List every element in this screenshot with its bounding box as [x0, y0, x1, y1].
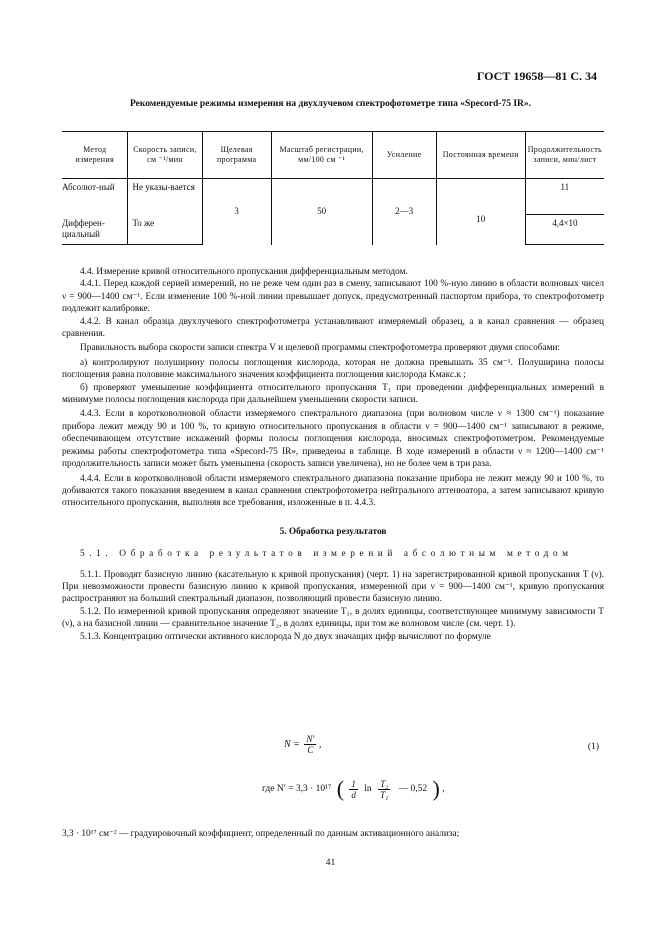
- cell-duration: 4,4×10: [525, 215, 604, 245]
- formula2-prefix: где N′ = 3,3 · 10¹⁷: [262, 784, 332, 795]
- body-text: [62, 266, 604, 643]
- section-title: 5. Обработка результатов: [279, 526, 387, 537]
- paragraph: 4.4.2. В канал образца двухлучевого спектрофотометра устанавливают измеряемый образец, а в канал сравнения — образец сравнения.: [62, 316, 604, 340]
- col-method: Метод измерения: [62, 132, 128, 179]
- ln: ln: [364, 784, 372, 795]
- formula-number: (1): [587, 742, 599, 752]
- modes-table: [62, 131, 604, 245]
- paragraph: б) проверяют уменьшение коэффициента относительного пропускания T₁ при проведении дифференциальных измерений в минимуме полосы поглощения кислорода при дальнейшем уменьшении скорости записи.: [62, 382, 604, 406]
- col-scale: Масштаб регистрации, мм/100 см ⁻¹: [271, 132, 372, 179]
- col-gain: Усиление: [372, 132, 436, 179]
- cell-gain: 2—3: [372, 179, 436, 245]
- formula-numerator: N′: [306, 734, 315, 744]
- paragraph: 4.4.4. Если в коротковолновой области измеряемого спектрального диапазона показание прибора не лежит между 90 и 100 %, то добиваются такого показания введением в канал сравнения спектрофотометра нейтрального аттенюатора, а затем записывают кривую относительного пропускания, выполняя все требования, изложенные в п. 4.4.3.: [62, 473, 604, 509]
- col-duration: Продолжительность записи, мин/лист: [525, 132, 604, 179]
- cell-method: Дифферен-циальный: [62, 215, 128, 245]
- col-time-const: Постоянная времени: [436, 132, 525, 179]
- frac-den: d: [351, 789, 356, 800]
- formula2-minus: — 0,52: [398, 784, 428, 795]
- formula-denominator: C: [307, 745, 314, 755]
- document-header: ГОСТ 19658—81 С. 34: [476, 69, 597, 83]
- tail-line: 3,3 · 10¹⁷ см⁻² — градуировочный коэффициент, определенный по данным активационного анализа;: [62, 829, 460, 839]
- paragraph: 5.1.1. Проводят базисную линию (касательную к кривой пропускания) (черт. 1) на зарегистрированной кривой пропускания T (ν). При невозможности провести базисную линию к кривой пропускания, измеренной при ν = 900—1400 см⁻¹, кривую пропускания распространяют на больший спектральный диапазон, позволяющий провести базисную линию.: [62, 569, 604, 605]
- paragraph: 4.4.3. Если в коротковолновой области измеряемого спектрального диапазона (при волновом числе ν ≈ 1300 см⁻¹) показание прибора лежит между 90 и 100 %, то кривую относительного пропускания в области ν = 900—1400 см⁻¹ записывают в режиме, обеспечивающем отсутствие искажений формы полосы поглощения кислорода, вносимых спектрофотометром. Рекомендуемые режимы работы спектрофотометра типа «Specord-75 IR», приведены в таблице. В ходе измерений в области ν ≈ 1200—1400 см⁻¹ продолжительность записи может быть уменьшена (скорость записи увеличена), но не более чем в три раза.: [62, 409, 604, 470]
- table-title: Рекомендуемые режимы измерения на двухлучевом спектрофотометре типа «Specord-75 IR».: [129, 99, 532, 109]
- col-speed: Скорость записи, см ⁻¹/мин: [128, 132, 202, 179]
- cell-scale: 50: [271, 179, 372, 245]
- paragraph: 5.1.2. По измеренной кривой пропускания определяют значение T₁, в долях единицы, соответствующее минимуму зависимости T (ν), а на базисной линии — сравнительное значение T₂, в долях единицы, при том же волновом числе (см. черт. 1).: [62, 606, 604, 630]
- cell-method: Абсолют-ный: [62, 182, 115, 192]
- page-number: 41: [325, 858, 336, 868]
- paragraph: 4.4.1. Перед каждой серией измерений, но не реже чем один раз в смену, записывают 100 %-ную линию в области волновых чисел ν = 900—1400 см⁻¹. Если изменение 100 %-ной линии превышает допуск, предусмотренный паспортом прибора, то спектрофотометр подлежит калибровке.: [62, 279, 604, 315]
- table-row: [62, 179, 604, 215]
- cell-time-const: 10: [436, 179, 525, 245]
- formula-2: где N′ = 3,3 · 10¹⁷ ( $\frac{1}{d}$ ln $\frac{\text{T₂}}{\text{T₁}}$ — 0,52 ) ,: [262, 776, 445, 801]
- paragraph: Правильность выбора скорости записи спектра V и щелевой программы спектрофотометра проверяют двумя способами:: [80, 343, 561, 354]
- cell-speed: То же: [128, 215, 202, 245]
- paragraph: а) контролируют полуширину полосы поглощения кислорода, которая не должна превышать 35 см⁻¹. Полуширина полосы поглощения равна половине максимального значения коэффициента поглощения кислорода Kмакс.к ;: [62, 357, 604, 381]
- subsection-title: 5.1. Обработка результатов измерений абсолютным методом: [80, 549, 573, 560]
- col-slit: Щелевая программа: [202, 132, 271, 179]
- cell-duration: 11: [525, 179, 604, 215]
- cell-slit: 3: [202, 179, 271, 245]
- paragraph: 4.4. Измерение кривой относительного пропускания дифференциальным методом.: [80, 267, 408, 277]
- table-header-row: [62, 132, 604, 179]
- formula-lhs: N: [284, 738, 291, 750]
- ratio-den: T₁: [380, 789, 389, 800]
- cell-speed: Не указы-вается: [128, 179, 202, 215]
- formula-1: N = $\frac{N'}{C}$ ,: [284, 734, 322, 755]
- frac-num: 1: [351, 778, 356, 789]
- ratio-num: T₂: [380, 778, 389, 789]
- paragraph: 5.1.3. Концентрацию оптически активного кислорода N до двух значащих цифр вычисляют по формуле: [80, 631, 491, 642]
